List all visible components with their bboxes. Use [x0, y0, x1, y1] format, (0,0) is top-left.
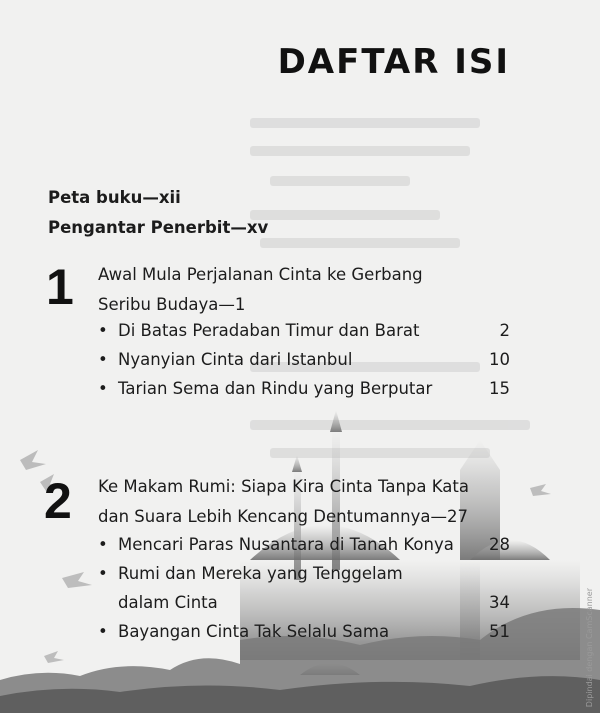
chapter-title	[98, 260, 423, 320]
toc-entry-page: 28	[489, 535, 510, 554]
chapter-number: 2	[44, 473, 72, 529]
toc-entry-page: 10	[489, 350, 510, 369]
chapter-title-line: dan Suara Lebih Kencang Dentumannya—27	[98, 507, 468, 526]
toc-entry-label: Rumi dan Mereka yang Tenggelam	[118, 564, 403, 583]
toc-entry-page: 2	[499, 321, 510, 340]
bullet: •	[98, 622, 108, 641]
page-title: DAFTAR ISI	[277, 42, 510, 82]
chapter-number: 1	[46, 259, 74, 315]
toc-entry-page: 34	[489, 593, 510, 612]
chapter-title-line: Ke Makam Rumi: Siapa Kira Cinta Tanpa Kata	[98, 477, 469, 496]
bullet: •	[98, 535, 108, 554]
front-matter-pengantar: Pengantar Penerbit—xv	[48, 218, 269, 237]
toc-entry-label: dalam Cinta	[118, 593, 218, 612]
chapter-title-line: Seribu Budaya—1	[98, 295, 246, 314]
bullet: •	[98, 321, 108, 340]
toc-entry-label: Tarian Sema dan Rindu yang Berputar	[118, 379, 433, 398]
toc-entry-page: 15	[489, 379, 510, 398]
toc-entry-label: Bayangan Cinta Tak Selalu Sama	[118, 622, 390, 641]
bullet: •	[98, 350, 108, 369]
front-matter-peta-buku: Peta buku—xii	[48, 188, 181, 207]
bullet: •	[98, 379, 108, 398]
bullet: •	[98, 564, 108, 583]
toc-entry-label: Nyanyian Cinta dari Istanbul	[118, 350, 353, 369]
toc-entry-label: Di Batas Peradaban Timur dan Barat	[118, 321, 420, 340]
scanner-watermark: Dipindai dengan CamScanner	[585, 587, 594, 707]
toc-entry-label: Mencari Paras Nusantara di Tanah Konya	[118, 535, 454, 554]
chapter-title-line: Awal Mula Perjalanan Cinta ke Gerbang	[98, 265, 423, 284]
chapter-title	[98, 472, 469, 532]
toc-entry-page: 51	[489, 622, 510, 641]
